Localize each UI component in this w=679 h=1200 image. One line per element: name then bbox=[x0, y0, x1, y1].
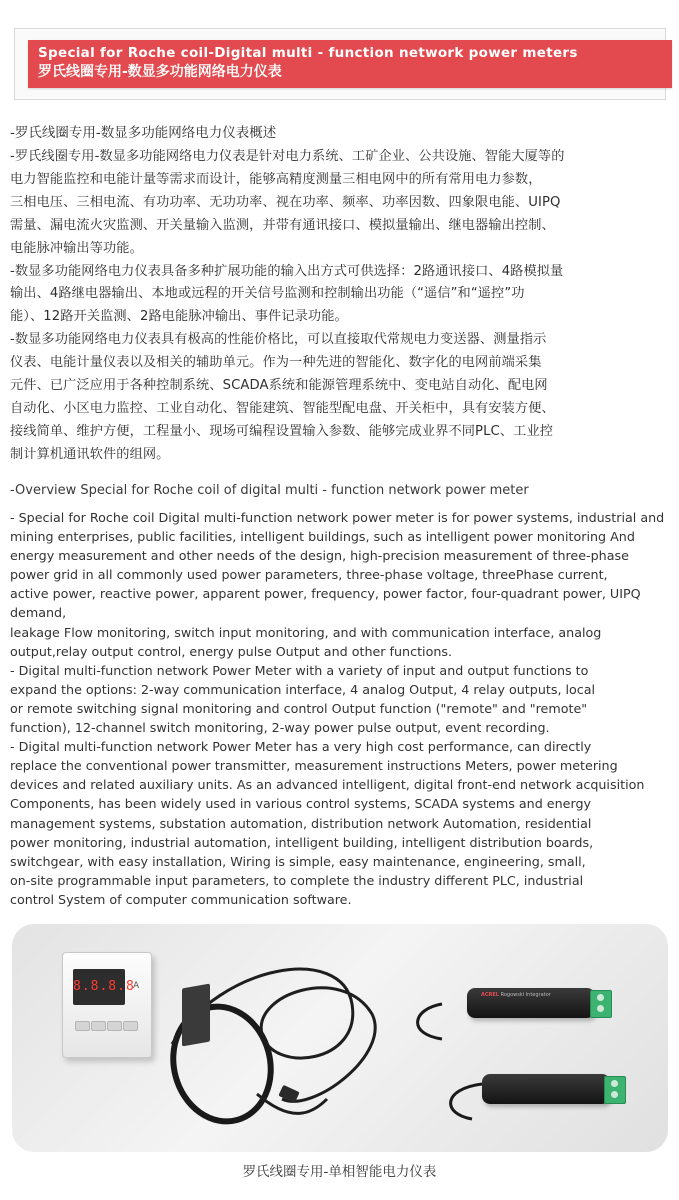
meter-unit-label: A bbox=[133, 981, 140, 991]
en-line: power monitoring, industrial automation, intelligent building, intelligent distribution boards, bbox=[10, 834, 594, 850]
en-line: active power, reactive power, apparent power, frequency, power factor, four-quadrant power, UIPQ demand, bbox=[10, 586, 641, 621]
zh-line: -数显多功能网络电力仪表具备多种扩展功能的输入出方式可供选择：2路通讯接口、4路模拟量 bbox=[10, 263, 564, 279]
integrator-module bbox=[482, 1074, 610, 1104]
zh-line: 三相电压、三相电流、有功功率、无功功率、视在功率、频率、功率因数、四象限电能、UIPQ bbox=[10, 194, 561, 210]
overview-zh-heading: -罗氏线圈专用-数显多功能网络电力仪表概述 bbox=[10, 125, 277, 141]
zh-line: 输出、4路继电器输出、本地或远程的开关信号监测和控制输出功能（“遥信”和“遥控”功 bbox=[10, 286, 525, 302]
en-line: - Digital multi-function network Power Meter has a very high cost performance, can directly bbox=[10, 739, 592, 755]
en-line: - Digital multi-function network Power Meter with a variety of input and output functions to bbox=[10, 662, 589, 678]
zh-line: 制计算机通讯软件的组网。 bbox=[10, 446, 170, 462]
integrator-module bbox=[467, 988, 595, 1018]
en-line: power grid in all commonly used power parameters, three-phase voltage, threePhase current, bbox=[10, 567, 608, 583]
meter-display: 8.8.8.8 bbox=[73, 969, 125, 1005]
en-line: energy measurement and other needs of the design, high-precision measurement of three-phase bbox=[10, 548, 629, 564]
zh-line: -罗氏线圈专用-数显多功能网络电力仪表是针对电力系统、工矿企业、公共设施、智能大厦等的 bbox=[10, 149, 565, 164]
page-title-zh: 罗氏线圈专用-数显多功能网络电力仪表 bbox=[38, 64, 282, 80]
zh-line: 自动化、小区电力监控、工业自动化、智能建筑、智能型配电盘、开关柜中，具有安装方便、 bbox=[10, 400, 555, 416]
en-line: on-site programmable input parameters, to complete the industry different PLC, industrial bbox=[10, 872, 584, 888]
en-line: devices and related auxiliary units. As an advanced intelligent, digital front-end network acquisition bbox=[10, 777, 645, 793]
meter-button bbox=[123, 1021, 138, 1031]
photo-caption: 罗氏线圈专用-单相智能电力仪表 bbox=[242, 1164, 437, 1180]
zh-line: -数显多功能网络电力仪表具有极高的性能价格比，可以直接取代常规电力变送器、测量指示 bbox=[10, 332, 547, 348]
title-banner bbox=[28, 40, 672, 88]
meter-button bbox=[107, 1021, 122, 1031]
terminal-block bbox=[590, 990, 612, 1018]
en-line: management systems, substation automation, distribution network Automation, residential bbox=[10, 815, 592, 831]
en-line: - Special for Roche coil Digital multi-function network power meter is for power systems, industrial and bbox=[10, 510, 665, 525]
overview-en-body bbox=[10, 508, 678, 909]
zh-line: 电能脉冲输出等功能。 bbox=[10, 240, 143, 256]
en-line: mining enterprises, public facilities, intelligent buildings, such as intelligent power monitoring And bbox=[10, 529, 635, 545]
zh-line: 能）、12路开关监测、2路电能脉冲输出、事件记录功能。 bbox=[10, 309, 348, 325]
power-meter-device bbox=[62, 952, 152, 1058]
terminal-block bbox=[604, 1076, 626, 1104]
zh-line: 仪表、电能计量仪表以及相关的辅助单元。作为一种先进的智能化、数字化的电网前端采集 bbox=[10, 355, 542, 371]
en-line: expand the options: 2-way communication interface, 4 analog Output, 4 relay outputs, local bbox=[10, 681, 596, 697]
en-line: output,relay output control, energy pulse Output and other functions. bbox=[10, 643, 453, 659]
meter-button bbox=[91, 1021, 106, 1031]
zh-line: 电力智能监控和电能计量等需求而设计，能够高精度测量三相电网中的所有常用电力参数， bbox=[10, 171, 542, 187]
integrator-label: ACREL Rogowski Integrator bbox=[481, 992, 551, 998]
overview-zh-body bbox=[10, 146, 679, 467]
zh-line: 元件、已广泛应用于各种控制系统、SCADA系统和能源管理系统中、变电站自动化、配电网 bbox=[10, 378, 548, 394]
en-line: switchgear, with easy installation, Wiring is simple, easy maintenance, engineering, small, bbox=[10, 853, 586, 869]
zh-line: 需量、漏电流火灾监测、开关量输入监测，并带有通讯接口、模拟量输出、继电器输出控制、 bbox=[10, 217, 555, 233]
page-title-en: Special for Roche coil-Digital multi - function network power meters bbox=[38, 45, 578, 61]
en-line: Components, has been widely used in various control systems, SCADA systems and energy bbox=[10, 796, 592, 812]
en-line: control System of computer communication software. bbox=[10, 891, 352, 907]
meter-button bbox=[75, 1021, 90, 1031]
zh-line: 接线简单、维护方便，工程量小、现场可编程设置输入参数、能够完成业界不同PLC、工业控 bbox=[10, 423, 554, 439]
meter-housing bbox=[182, 984, 210, 1047]
en-line: function), 12-channel switch monitoring, 2-way power pulse output, event recording. bbox=[10, 720, 550, 736]
en-line: replace the conventional power transmitter, measurement instructions Meters, power metering bbox=[10, 758, 618, 774]
overview-en-heading: -Overview Special for Roche coil of digital multi - function network power meter bbox=[10, 483, 529, 498]
en-line: or remote switching signal monitoring and control Output function ("remote" and "remote" bbox=[10, 700, 588, 716]
product-photo bbox=[12, 924, 668, 1152]
en-line: leakage Flow monitoring, switch input monitoring, and with communication interface, analog bbox=[10, 624, 602, 640]
